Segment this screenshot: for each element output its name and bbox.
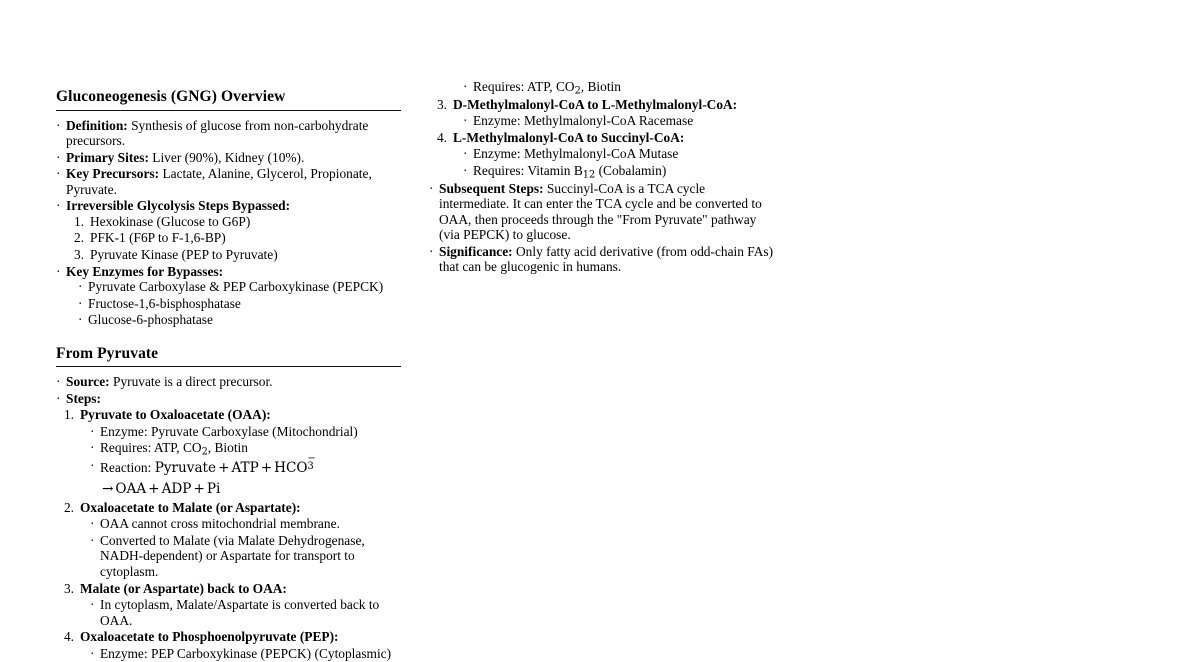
item-text: Enzyme: Methylmalonyl-CoA Racemase	[473, 113, 694, 129]
item-label: Key Precursors:	[66, 166, 160, 182]
bullet-icon: ·	[90, 645, 95, 661]
item-text: Requires: ATP, CO	[100, 440, 202, 456]
bullet-icon: ·	[463, 79, 468, 94]
item-text-suffix: , Biotin	[207, 440, 248, 456]
item-text-suffix: (Cobalamin)	[595, 162, 667, 178]
key-enzymes-list	[66, 279, 401, 328]
item-text: Requires: Vitamin B	[473, 162, 583, 178]
item-text: Only fatty acid derivative (from odd-chain FAs) that can be glucogenic in humans.	[439, 243, 774, 275]
list-item	[56, 198, 401, 262]
step-title: Pyruvate to Oxaloacetate (OAA):	[80, 407, 271, 423]
bullet-icon: ·	[56, 149, 61, 165]
bullet-icon: ·	[463, 146, 468, 162]
bullet-icon: ·	[56, 374, 61, 390]
bullet-icon: ·	[90, 458, 95, 474]
step-4-detail-list	[56, 646, 401, 662]
formula-plus: +	[148, 480, 160, 497]
section-from-pyruvate	[56, 345, 401, 662]
step-title: L-Methylmalonyl-CoA to Succinyl-CoA:	[453, 129, 685, 145]
list-item	[90, 533, 401, 580]
list-item	[56, 118, 401, 149]
section-heading: Gluconeogenesis (GNG) Overview	[56, 88, 286, 105]
step-title: Oxaloacetate to Phosphoenolpyruvate (PEP):	[80, 629, 339, 645]
item-number: 4.	[436, 129, 447, 145]
list-item	[429, 244, 776, 275]
item-text: Pyruvate Kinase (PEP to Pyruvate)	[90, 246, 278, 262]
section-gluconeogenesis-overview	[56, 88, 401, 328]
bullet-icon: ·	[463, 162, 468, 178]
step-2-detail-list	[56, 516, 401, 579]
item-text: Requires: ATP, CO	[473, 79, 575, 94]
item-text: In cytoplasm, Malate/Aspartate is converted back to OAA.	[100, 597, 380, 628]
list-item	[66, 247, 401, 263]
item-label: Source:	[66, 374, 110, 390]
step-3-detail-list	[56, 597, 401, 628]
methylmalonyl-steps-list	[429, 97, 776, 180]
item-text: Converted to Malate (via Malate Dehydrogenase, NADH-dependent) or Aspartate for transport to cytoplasm.	[100, 532, 365, 580]
bullet-icon: ·	[463, 113, 468, 129]
heading-divider	[56, 110, 401, 111]
list-item	[90, 424, 401, 440]
list-item	[90, 516, 401, 532]
item-text: PFK-1 (F6P to F-1,6-BP)	[90, 230, 226, 246]
item-text-suffix: , Biotin	[580, 79, 621, 94]
item-text: Synthesis of glucose from non-carbohydrate precursors.	[66, 117, 369, 149]
right-lead-list	[429, 79, 776, 96]
list-item	[66, 230, 401, 246]
item-text: Fructose-1,6-bisphosphatase	[88, 295, 241, 311]
item-number: 1.	[73, 213, 84, 229]
list-item	[56, 150, 401, 166]
item-label: Irreversible Glycolysis Steps Bypassed:	[66, 198, 291, 214]
heading-divider	[56, 366, 401, 367]
item-label: Subsequent Steps:	[439, 180, 544, 196]
formula-bicarbonate: HCO	[274, 460, 308, 477]
formula-plus: +	[193, 480, 205, 497]
bullet-icon: ·	[90, 440, 95, 456]
list-item	[429, 181, 776, 243]
item-text: Enzyme: Methylmalonyl-CoA Mutase	[473, 146, 679, 162]
item-label: Significance:	[439, 243, 513, 259]
step-title: Malate (or Aspartate) back to OAA:	[80, 580, 287, 596]
vitamin-b12-subscript: 12	[582, 169, 596, 181]
item-text: Enzyme: PEP Carboxykinase (PEPCK) (Cytoplasmic)	[100, 645, 392, 661]
co2-subscript: 2	[574, 85, 581, 97]
item-label: Definition:	[66, 117, 128, 133]
list-item	[463, 79, 776, 96]
right-column	[429, 79, 776, 276]
bullet-icon: ·	[56, 166, 61, 182]
item-number: 1.	[63, 407, 74, 423]
item-number: 2.	[63, 499, 74, 515]
list-item	[463, 146, 776, 162]
bullet-icon: ·	[56, 117, 61, 133]
item-label: Primary Sites:	[66, 149, 149, 165]
step-1-detail-list	[56, 424, 401, 499]
list-item	[463, 113, 776, 129]
item-number: 2.	[73, 230, 84, 246]
bullet-icon: ·	[90, 423, 95, 439]
formula-oaa: OAA	[115, 480, 147, 497]
list-item	[56, 500, 401, 516]
item-text: Pyruvate Carboxylase & PEP Carboxykinase (PEPCK)	[88, 279, 384, 295]
list-item	[56, 581, 401, 597]
list-item	[78, 312, 401, 328]
bicarbonate-charge-subscript: − 3	[307, 452, 316, 473]
formula-arrow-icon: →	[102, 480, 114, 497]
bullet-icon: ·	[90, 516, 95, 532]
step-title: Oxaloacetate to Malate (or Aspartate):	[80, 499, 301, 515]
list-item	[78, 279, 401, 295]
item-number: 3.	[436, 96, 447, 112]
bullet-icon: ·	[78, 279, 83, 295]
item-number: 4.	[63, 629, 74, 645]
pyruvate-steps-list	[56, 407, 401, 661]
item-text: Succinyl-CoA is a TCA cycle intermediate. It can enter the TCA cycle and be converted to OAA, then proceeds through the "From Pyruvate" pathway (via PEPCK) to glucose.	[439, 180, 762, 243]
list-item-reaction	[90, 452, 401, 499]
list-item	[56, 374, 401, 390]
item-text: Enzyme: Pyruvate Carboxylase (Mitochondrial)	[100, 423, 358, 439]
item-number: 3.	[73, 246, 84, 262]
from-pyruvate-bullet-list	[56, 374, 401, 406]
list-item	[429, 97, 776, 113]
list-item	[90, 440, 401, 457]
item-text: Liver (90%), Kidney (10%).	[152, 149, 305, 165]
item-text: OAA cannot cross mitochondrial membrane.	[100, 516, 340, 532]
bullet-icon: ·	[78, 295, 83, 311]
formula-atp: ATP	[231, 460, 259, 477]
list-item	[429, 130, 776, 146]
bullet-icon: ·	[90, 597, 95, 613]
bullet-icon: ·	[56, 390, 61, 406]
section-heading: From Pyruvate	[56, 344, 159, 362]
list-item	[56, 629, 401, 645]
item-text: Pyruvate is a direct precursor.	[113, 374, 273, 390]
right-summary-list	[429, 181, 776, 275]
list-item	[56, 391, 401, 407]
list-item	[56, 407, 401, 423]
list-item	[90, 646, 401, 662]
bullet-icon: ·	[429, 243, 434, 259]
item-text: Glucose-6-phosphatase	[88, 312, 213, 328]
bullet-icon: ·	[56, 263, 61, 279]
overview-bullet-list	[56, 118, 401, 328]
bullet-icon: ·	[90, 532, 95, 548]
list-item	[56, 264, 401, 328]
formula-reactant-pyruvate: Pyruvate	[154, 460, 217, 477]
list-item	[66, 214, 401, 230]
item-text: Lactate, Alanine, Glycerol, Propionate, Pyruvate.	[66, 166, 372, 197]
formula-plus: +	[218, 460, 230, 477]
formula-pi: Pi	[206, 480, 221, 497]
formula-plus: +	[260, 460, 273, 477]
formula-adp: ADP	[161, 480, 192, 497]
reaction-label: Reaction:	[100, 460, 152, 476]
bypassed-steps-list	[66, 214, 401, 263]
bullet-icon: ·	[56, 198, 61, 214]
left-column	[56, 88, 401, 662]
list-item	[463, 163, 776, 180]
item-number: 3.	[63, 580, 74, 596]
list-item	[90, 597, 401, 628]
bullet-icon: ·	[429, 180, 434, 196]
list-item	[56, 166, 401, 197]
step-title: D-Methylmalonyl-CoA to L-Methylmalonyl-CoA:	[453, 96, 738, 112]
step-3-detail-list	[429, 113, 776, 129]
bullet-icon: ·	[78, 312, 83, 328]
item-text: Hexokinase (Glucose to G6P)	[90, 213, 251, 229]
co2-subscript: 2	[201, 446, 208, 458]
item-label: Steps:	[66, 390, 101, 406]
list-item	[78, 296, 401, 312]
step-4-detail-list	[429, 146, 776, 179]
item-label: Key Enzymes for Bypasses:	[66, 263, 224, 279]
